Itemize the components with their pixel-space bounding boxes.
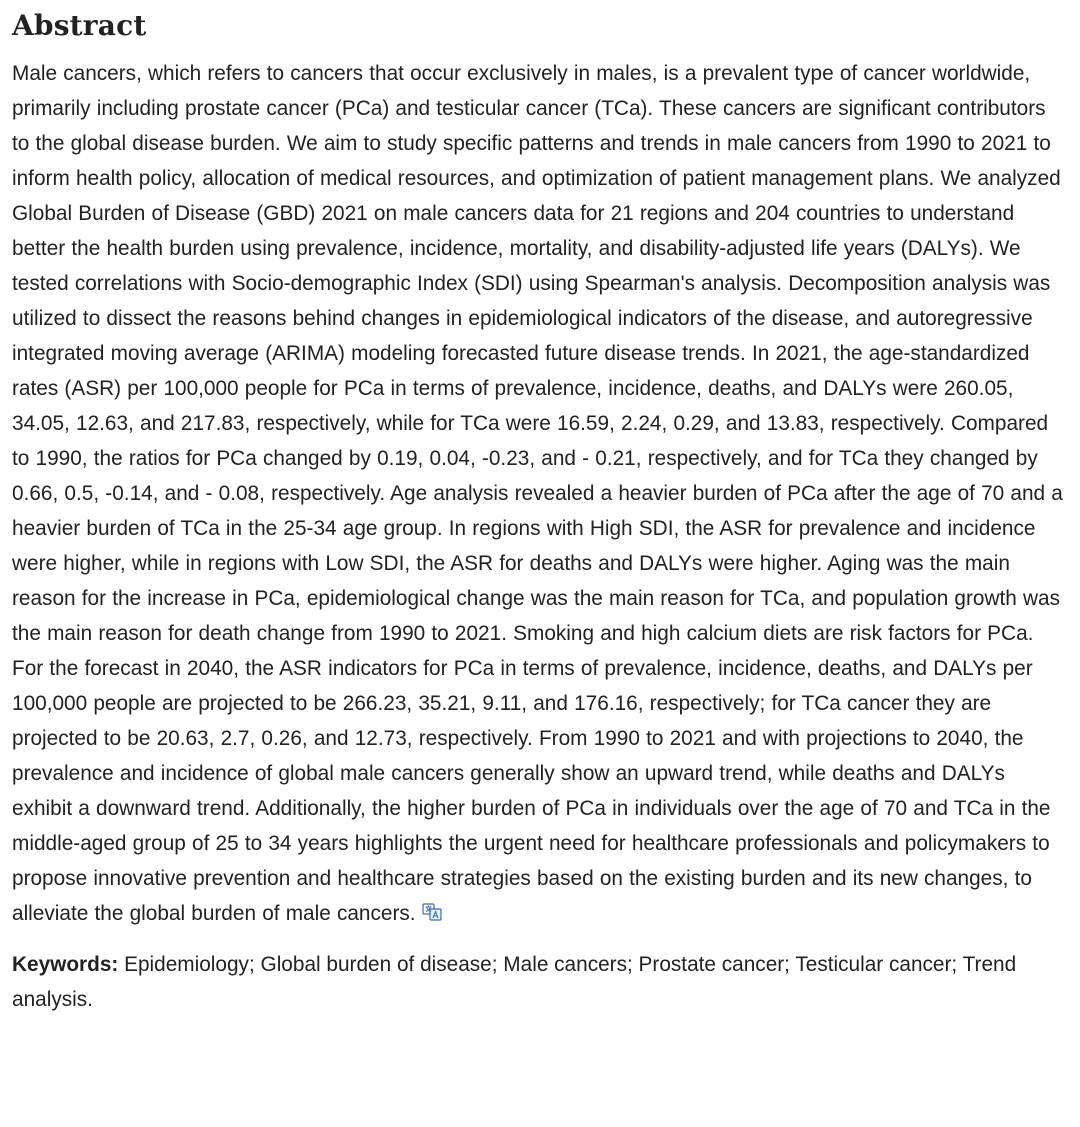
abstract-heading: Abstract: [12, 9, 147, 42]
keywords-list: Epidemiology; Global burden of disease; Male cancers; Prostate cancer; Testicular cancer; Trend analysis.: [12, 953, 1017, 1011]
abstract-body: [12, 56, 1068, 931]
translate-icon[interactable]: [422, 897, 442, 915]
keywords: [12, 947, 1068, 1017]
abstract-text: Male cancers, which refers to cancers that occur exclusively in males, is a prevalent type of cancer worldwide, primarily including prostate cancer (PCa) and testicular cancer (TCa). These cancers are significant contributors to the global disease burden. We aim to study specific patterns and trends in male cancers from 1990 to 2021 to inform health policy, allocation of medical resources, and optimization of patient management plans. We analyzed Global Burden of Disease (GBD) 2021 on male cancers data for 21 regions and 204 countries to understand better the health burden using prevalence, incidence, mortality, and disability-adjusted life years (DALYs). We tested correlations with Socio-demographic Index (SDI) using Spearman's analysis. Decomposition analysis was utilized to dissect the reasons behind changes in epidemiological indicators of the disease, and autoregressive integrated moving average (ARIMA) modeling forecasted future disease trends. In 2021, the age-standardized rates (ASR) per 100,000 people for PCa in terms of prevalence, incidence, deaths, and DALYs were 260.05, 34.05, 12.63, and 217.83, respectively, while for TCa were 16.59, 2.24, 0.29, and 13.83, respectively. Compared to 1990, the ratios for PCa changed by 0.19, 0.04, -0.23, and - 0.21, respectively, and for TCa they changed by 0.66, 0.5, -0.14, and - 0.08, respectively. Age analysis revealed a heavier burden of PCa after the age of 70 and a heavier burden of TCa in the 25-34 age group. In regions with High SDI, the ASR for prevalence and incidence were higher, while in regions with Low SDI, the ASR for deaths and DALYs were higher. Aging was the main reason for the increase in PCa, epidemiological change was the main reason for TCa, and population growth was the main reason for death change from 1990 to 2021. Smoking and high calcium diets are risk factors for PCa. For the forecast in 2040, the ASR indicators for PCa in terms of prevalence, incidence, deaths, and DALYs per 100,000 people are projected to be 266.23, 35.21, 9.11, and 176.16, respectively; for TCa cancer they are projected to be 20.63, 2.7, 0.26, and 12.73, respectively. From 1990 to 2021 and with projections to 2040, the prevalence and incidence of global male cancers generally show an upward trend, while deaths and DALYs exhibit a downward trend. Additionally, the higher burden of PCa in individuals over the age of 70 and TCa in the middle-aged group of 25 to 34 years highlights the urgent need for healthcare professionals and policymakers to propose innovative prevention and healthcare strategies based on the existing burden and its new changes, to alleviate the global burden of male cancers.: [12, 62, 1063, 925]
keywords-label: Keywords:: [12, 953, 119, 976]
